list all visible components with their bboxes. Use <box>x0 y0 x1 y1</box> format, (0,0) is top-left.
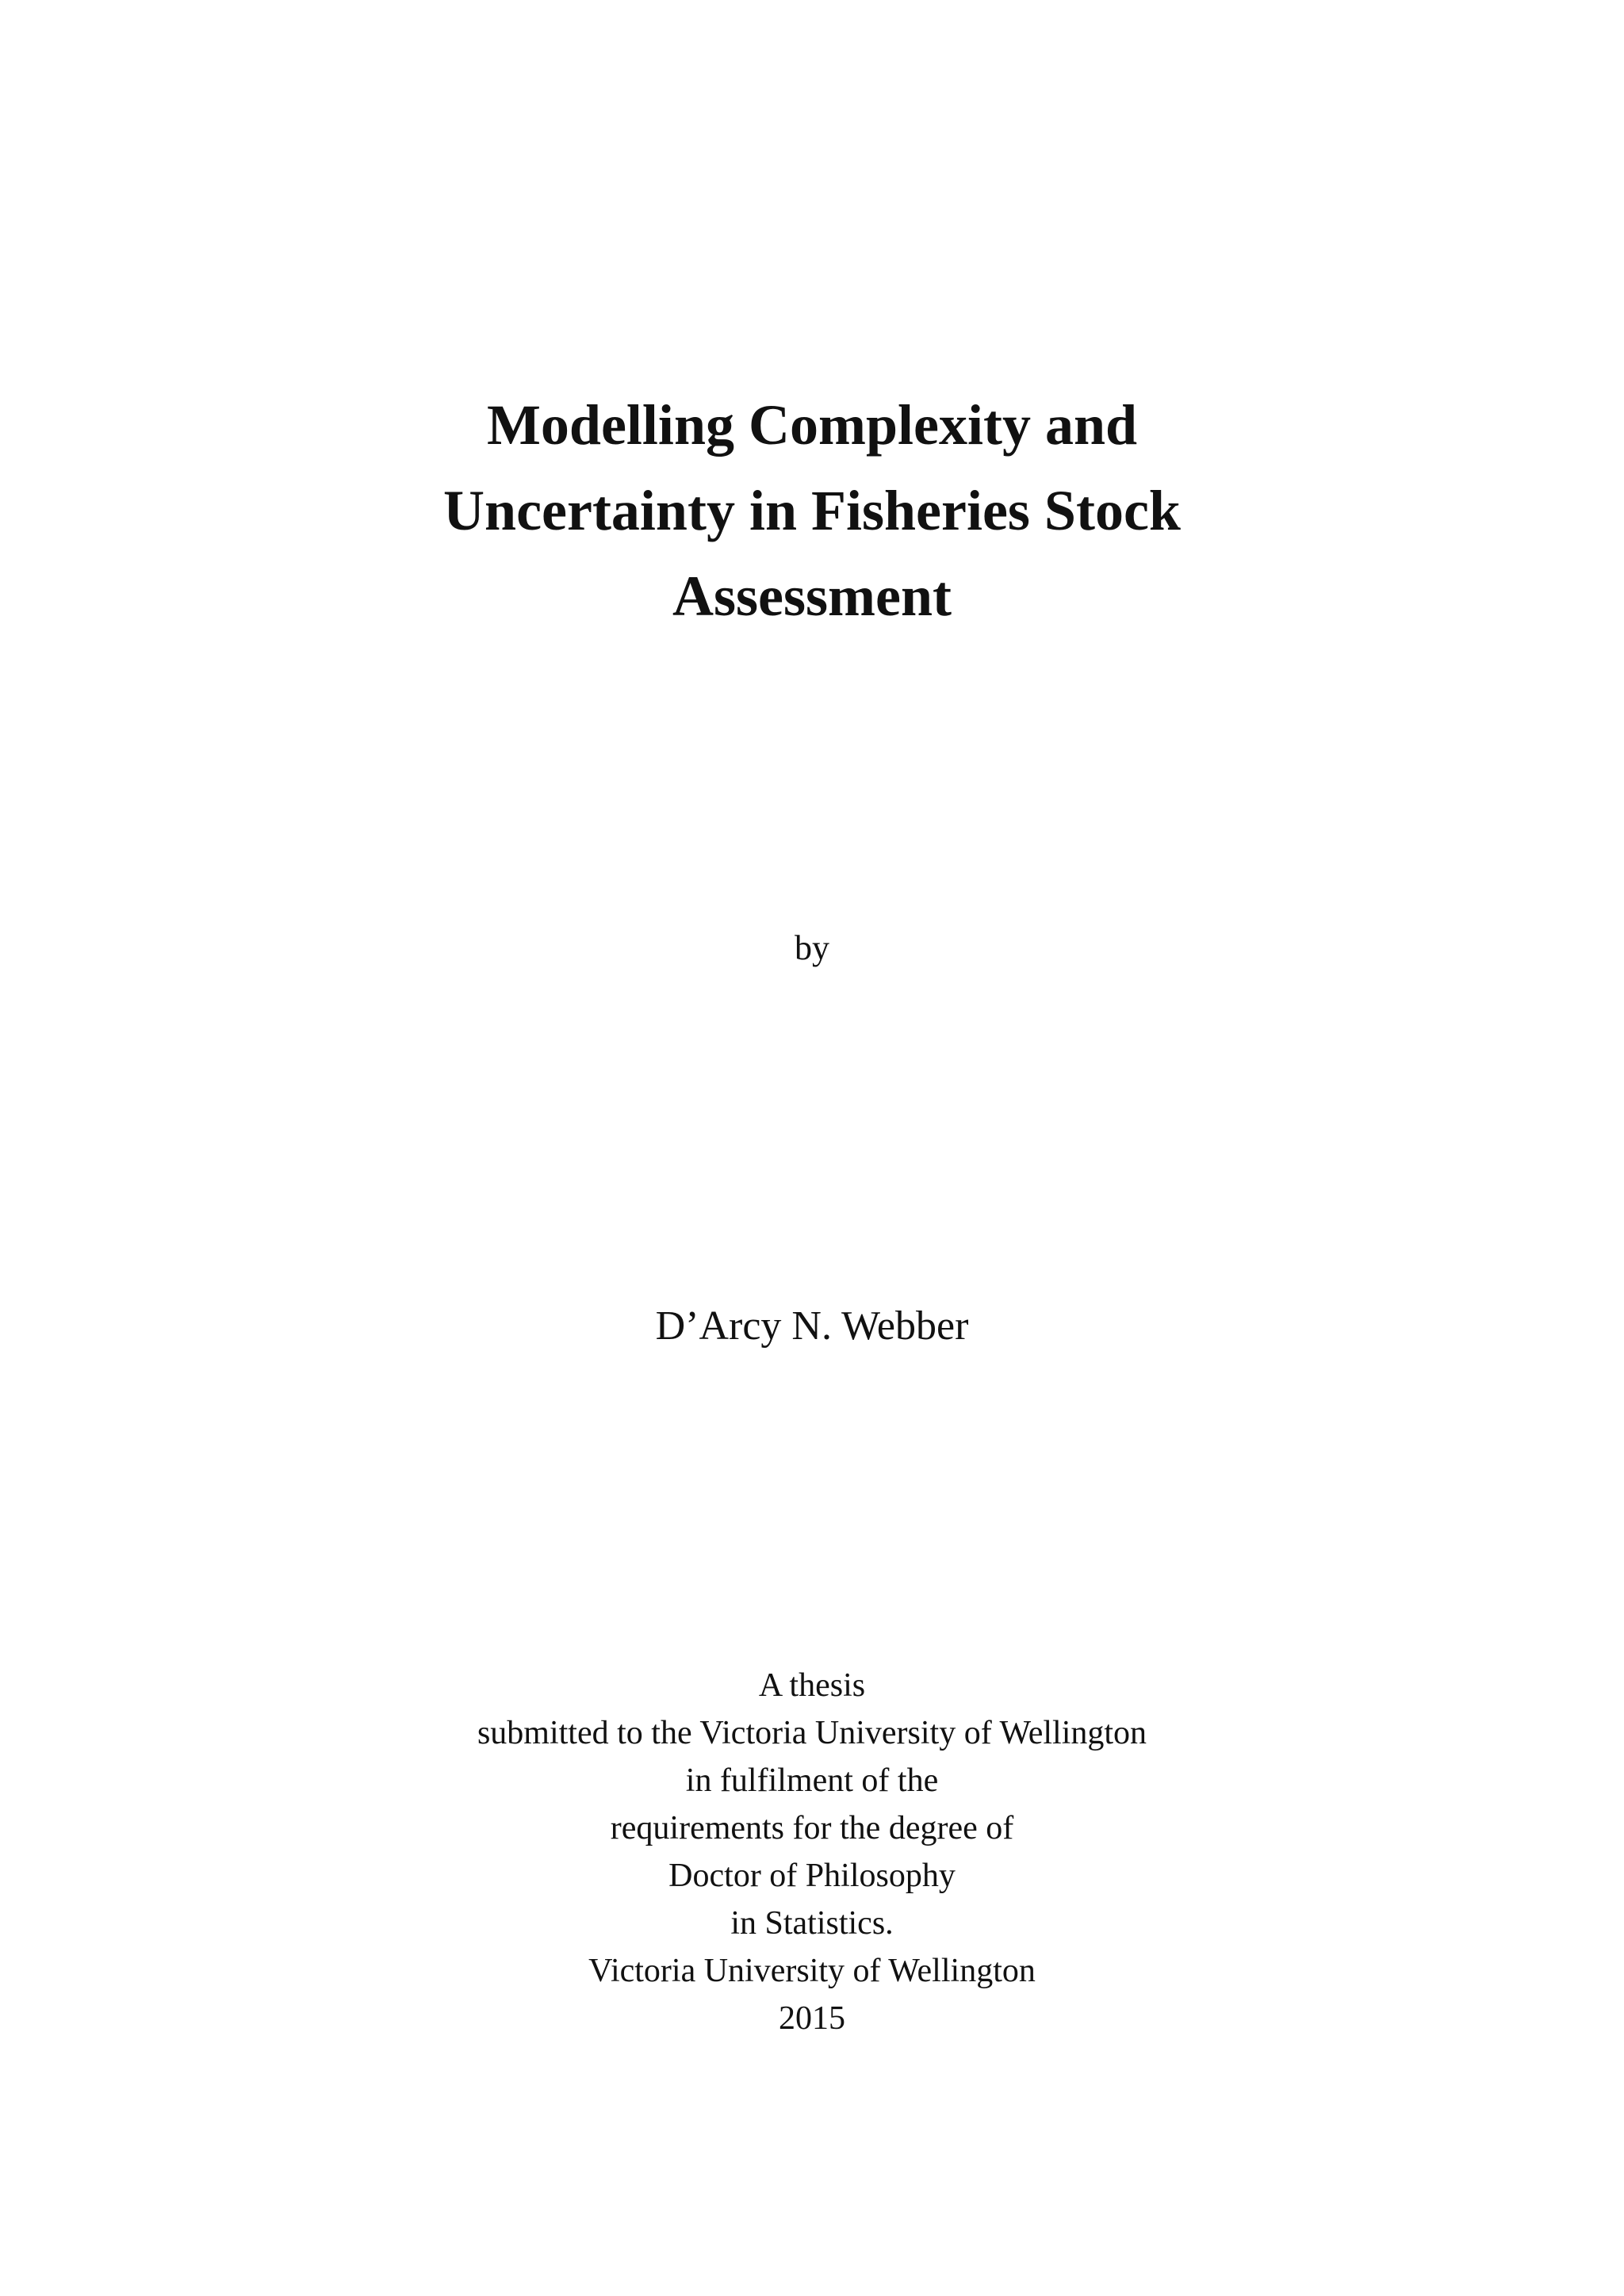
statement-line: submitted to the Victoria University of Wellington <box>477 1715 1147 1751</box>
thesis-title-line: Modelling Complexity and <box>486 393 1138 457</box>
thesis-title-line: Uncertainty in Fisheries Stock <box>443 479 1181 542</box>
statement-line: in fulfilment of the <box>685 1762 939 1799</box>
thesis-title-line: Assessment <box>672 564 952 628</box>
year: 2015 <box>779 2000 845 2037</box>
submission-statement <box>0 1662 1624 2042</box>
degree-name: Doctor of Philosophy <box>668 1858 956 1894</box>
university-name: Victoria University of Wellington <box>588 1953 1036 1989</box>
author-name: D’Arcy N. Webber <box>655 1303 969 1349</box>
statement-line: A thesis <box>758 1667 866 1704</box>
by-label: by <box>795 928 829 967</box>
statement-line: requirements for the degree of <box>610 1810 1014 1846</box>
statement-line: in Statistics. <box>730 1905 894 1942</box>
thesis-title <box>0 382 1624 639</box>
